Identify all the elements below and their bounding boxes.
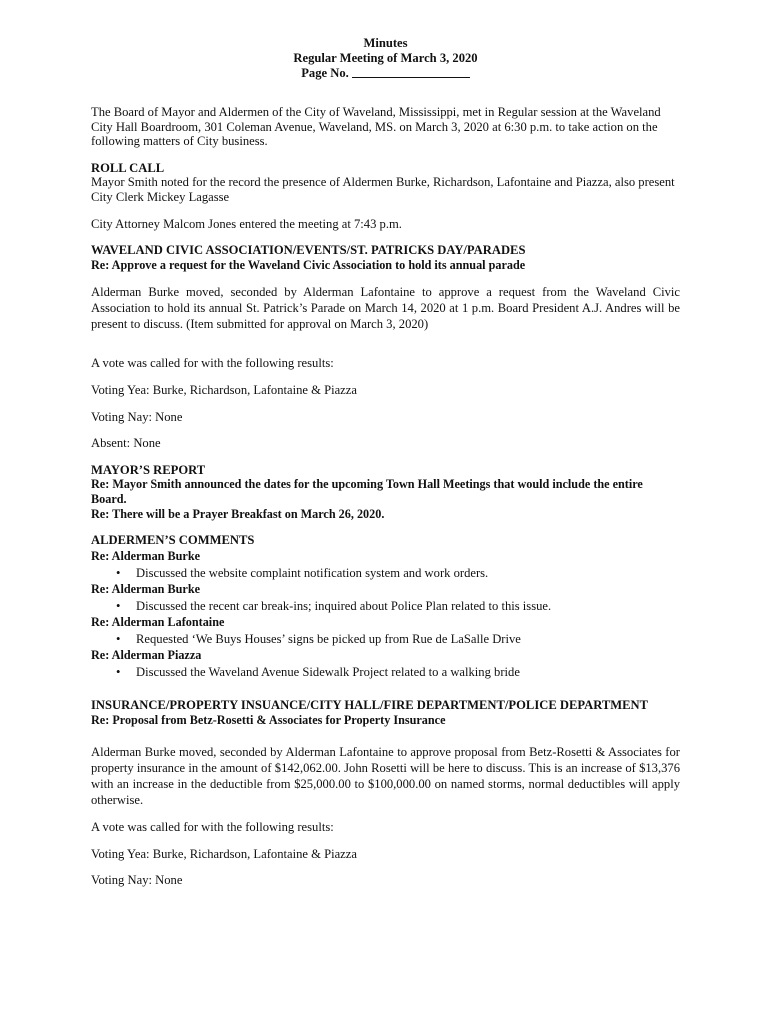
bullet-icon: •: [116, 598, 121, 613]
civic-subheading: Re: Approve a request for the Waveland Civic Association to hold its annual parade: [91, 257, 526, 272]
roll-call-text: Mayor Smith noted for the record the presence of Aldermen Burke, Richardson, Lafontaine and Piazza, also present City Clerk Mickey Lagasse: [91, 175, 675, 204]
mayor-report-heading: MAYOR’S REPORT: [91, 462, 206, 477]
bullet-text: Requested ‘We Buys Houses’ signs be picked up from Rue de LaSalle Drive: [136, 631, 521, 646]
insurance-heading: INSURANCE/PROPERTY INSUANCE/CITY HALL/FIRE DEPARTMENT/POLICE DEPARTMENT: [91, 697, 649, 712]
document-header: [91, 36, 680, 81]
page-number-label: Page No.: [301, 66, 349, 80]
aldermen-comments-heading: ALDERMEN’S COMMENTS: [91, 533, 255, 548]
alderman-comment-bullet: [91, 565, 680, 581]
bullet-icon: •: [116, 631, 121, 646]
civic-heading: WAVELAND CIVIC ASSOCIATION/EVENTS/ST. PATRICKS DAY/PARADES: [91, 243, 526, 258]
insurance-motion: Alderman Burke moved, seconded by Alderman Lafontaine to approve proposal from Betz-Rosetti & Associates for property insurance in the amount of $142,062.00. John Rosetti will be here to discuss. This is an increase of $13,376 with an increase in the deductible from $25,000.00 to $100,000.00 on named storms, normal deductibles will apply otherwise.: [91, 745, 680, 808]
intro-paragraph: The Board of Mayor and Aldermen of the City of Waveland, Mississippi, met in Regular session at the Waveland City Hall Boardroom, 301 Coleman Avenue, Waveland, MS. on March 3, 2020 at 6:30 p.m. to take action on the following matters of City business.: [91, 105, 661, 149]
insurance-vote-called: A vote was called for with the following results:: [91, 820, 334, 835]
civic-motion: Alderman Burke moved, seconded by Alderman Lafontaine to approve a request from the Waveland Civic Association to hold its annual St. Patrick’s Parade on March 14, 2020 at 1 p.m. Board President A.J. Andres will be present to discuss. (Item submitted for approval on March 3, 2020): [91, 285, 680, 332]
alderman-comment-re: Re: Alderman Burke: [91, 548, 201, 563]
insurance-subheading: Re: Proposal from Betz-Rosetti & Associates for Property Insurance: [91, 712, 446, 727]
page-number-line: [91, 66, 680, 81]
civic-voting-nay: Voting Nay: None: [91, 409, 183, 424]
alderman-comment-re: Re: Alderman Piazza: [91, 647, 202, 662]
civic-vote-called: A vote was called for with the following results:: [91, 356, 334, 371]
alderman-comment-bullet: [91, 598, 680, 614]
roll-call-heading: ROLL CALL: [91, 160, 165, 175]
bullet-icon: •: [116, 565, 121, 580]
alderman-comment-re: Re: Alderman Burke: [91, 581, 201, 596]
mayor-report-re-2: Re: There will be a Prayer Breakfast on March 26, 2020.: [91, 506, 385, 521]
insurance-voting-yea: Voting Yea: Burke, Richardson, Lafontaine & Piazza: [91, 846, 357, 861]
bullet-text: Discussed the Waveland Avenue Sidewalk Project related to a walking bride: [136, 664, 520, 679]
alderman-comment-re: Re: Alderman Lafontaine: [91, 614, 225, 629]
civic-absent: Absent: None: [91, 436, 161, 451]
bullet-text: Discussed the recent car break-ins; inquired about Police Plan related to this issue.: [136, 598, 552, 613]
insurance-voting-nay: Voting Nay: None: [91, 873, 183, 888]
document-title: Minutes: [363, 36, 408, 50]
bullet-text: Discussed the website complaint notification system and work orders.: [136, 565, 489, 580]
page-number-blank: [352, 77, 470, 78]
meeting-subtitle: Regular Meeting of March 3, 2020: [293, 51, 478, 65]
attorney-entry: City Attorney Malcom Jones entered the meeting at 7:43 p.m.: [91, 216, 402, 231]
alderman-comment-bullet: [91, 664, 680, 680]
bullet-icon: •: [116, 664, 121, 679]
civic-voting-yea: Voting Yea: Burke, Richardson, Lafontaine & Piazza: [91, 382, 357, 397]
mayor-report-re-1: Re: Mayor Smith announced the dates for the upcoming Town Hall Meetings that would include the entire Board.: [91, 477, 643, 506]
alderman-comment-bullet: [91, 631, 680, 647]
